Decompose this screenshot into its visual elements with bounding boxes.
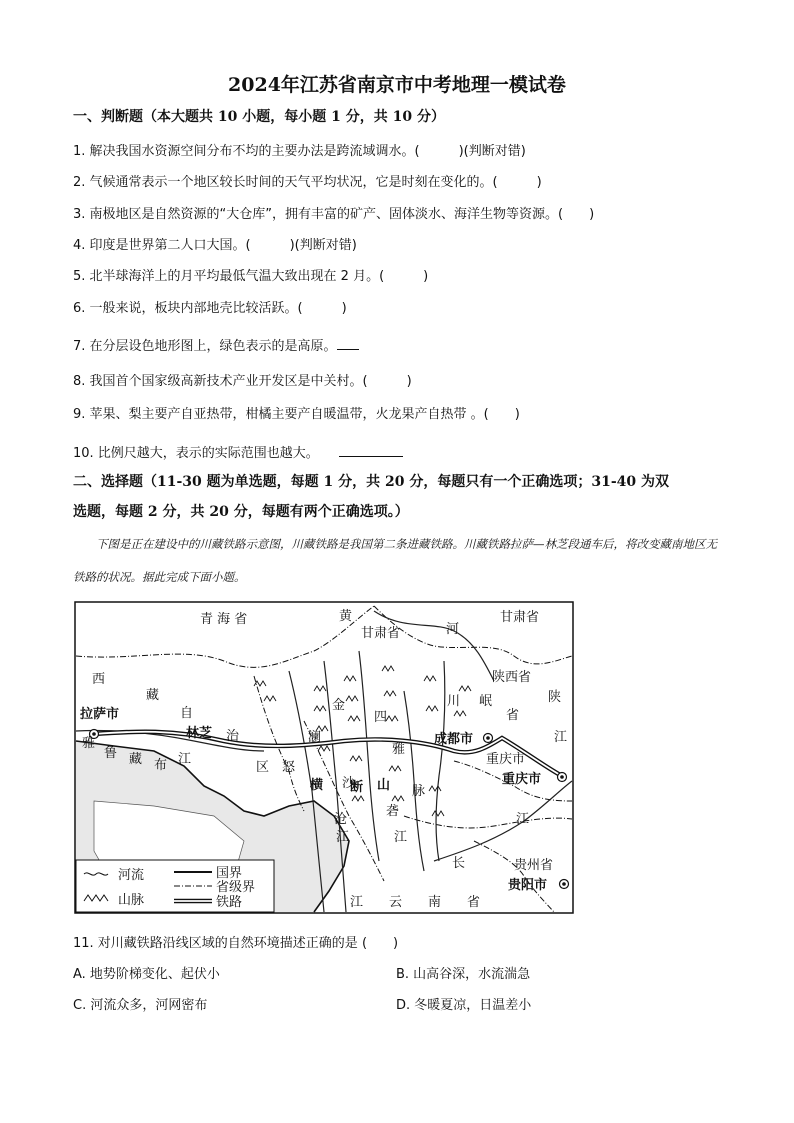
map-label-zang2: 藏: [129, 752, 143, 767]
option-c[interactable]: C. 河流众多，河网密布: [73, 998, 208, 1013]
map-label-xi: 西: [92, 672, 106, 687]
map-label-qu: 区: [256, 760, 270, 775]
map-label-zhang: 长: [452, 856, 466, 871]
map-intro-text: 下图是正在建设中的川藏铁路示意图，川藏铁路是我国第二条进藏铁路。川藏铁路拉萨—林芝段通车后，将改变藏南地区无铁路的状况。据此完成下面小题。: [73, 537, 717, 584]
map-label-he: 河: [446, 622, 460, 637]
question-1: 1. 解决我国水资源空间分布不均的主要办法是跨流域调水。( )(判断对错): [73, 144, 526, 159]
map-label-jiang-5: 江: [336, 830, 350, 845]
map-label-lu: 鲁: [104, 746, 118, 761]
map-label-qinghai: 青 海 省: [200, 612, 248, 627]
map-label-chongqing-2: 重庆市: [502, 772, 542, 787]
legend-railway: 铁路: [216, 895, 243, 910]
question-10: 10. 比例尺越大，表示的实际范围也越大。: [73, 446, 319, 461]
question-10-row: [73, 442, 403, 461]
map-label-zhi: 治: [226, 729, 240, 744]
map-label-cang: 沧: [334, 812, 348, 827]
map-legend: [76, 860, 274, 912]
legend-river: 河流: [118, 868, 145, 883]
question-5: 5. 北半球海洋上的月平均最低气温大致出现在 2 月。( ): [73, 269, 429, 284]
question-4: 4. 印度是世界第二人口大国。( )(判断对错): [73, 238, 357, 253]
map-label-gansu-2: 甘肃省: [500, 610, 540, 625]
map-label-long: 砻: [386, 804, 400, 819]
question-6: 6. 一般来说，板块内部地壳比较活跃。( ): [73, 301, 347, 316]
map-label-chengdu: 成都市: [434, 732, 474, 747]
legend-mountain: 山脉: [118, 893, 145, 908]
map-label-guiyang: 贵阳市: [508, 878, 548, 893]
legend-provincial: 省级界: [216, 880, 256, 895]
map-label-linzhi: 林芝: [186, 726, 213, 741]
map-label-jiang-4: 江: [394, 830, 408, 845]
map-label-shaan: 陕: [548, 690, 562, 705]
section2-heading-line1: 二、选择题（11-30 题为单选题，每题 1 分，共 20 分，每题只有一个正确选项；31-40 为双: [73, 474, 670, 490]
map-label-chongqing-1: 重庆市: [486, 752, 526, 767]
option-d[interactable]: D. 冬暖夏凉，日温差小: [396, 998, 532, 1013]
question-11-stem: 11. 对川藏铁路沿线区域的自然环境描述正确的是 ( ): [73, 936, 399, 951]
map-label-lasa: 拉萨市: [80, 707, 120, 722]
map-label-sha: 沙: [342, 776, 356, 791]
map-label-ya: 雅: [82, 736, 96, 751]
sichuan-tibet-railway-map: [74, 601, 574, 914]
map-label-duan: 断: [350, 780, 364, 795]
map-label-zi: 自: [180, 706, 194, 721]
map-label-jin: 金: [332, 698, 346, 713]
map-label-huang: 黄: [339, 609, 353, 624]
map-label-min: 岷: [479, 694, 493, 709]
section2-heading-line2: 选题，每题 2 分，共 20 分，每题有两个正确选项。）: [73, 504, 409, 520]
answer-blank: [337, 349, 359, 350]
map-label-si: 四: [374, 710, 388, 725]
map-label-jiang-2: 江: [554, 730, 568, 745]
question-7-row: [73, 335, 359, 354]
option-a[interactable]: A. 地势阶梯变化、起伏小: [73, 967, 220, 982]
map-label-shaanxi: 陕西省: [492, 670, 532, 685]
map-label-heng: 横: [310, 778, 324, 793]
map-label-lan: 澜: [308, 730, 322, 745]
map-label-guizhou: 贵州省: [514, 858, 554, 873]
answer-blank: [339, 456, 403, 457]
map-label-jiang-3: 江: [516, 812, 530, 827]
section1-heading: 一、判断题（本大题共 10 小题，每小题 1 分，共 10 分）: [73, 109, 445, 125]
map-label-yunnan: 江 云 南 省: [350, 895, 481, 910]
map-label-sheng: 省: [506, 708, 520, 723]
legend-border: 国界: [216, 866, 243, 881]
map-label-gansu-1: 甘肃省: [361, 626, 401, 641]
map-label-chuan: 川: [447, 694, 461, 709]
question-3: 3. 南极地区是自然资源的“大仓库”，拥有丰富的矿产、固体淡水、海洋生物等资源。( ): [73, 207, 595, 222]
map-label-shan: 山: [377, 778, 391, 793]
map-label-ya2: 雅: [392, 742, 406, 757]
question-8: 8. 我国首个国家级高新技术产业开发区是中关村。( ): [73, 374, 412, 389]
map-label-zang: 藏: [146, 688, 160, 703]
question-2: 2. 气候通常表示一个地区较长时间的天气平均状况，它是时刻在变化的。( ): [73, 175, 542, 190]
map-label-jiang-1: 江: [178, 752, 192, 767]
map-label-mai: 脉: [412, 784, 426, 799]
page-title: 2024年江苏省南京市中考地理一模试卷: [228, 74, 566, 96]
map-label-bu: 布: [154, 758, 168, 773]
option-b[interactable]: B. 山高谷深，水流湍急: [396, 967, 531, 982]
question-9: 9. 苹果、梨主要产自亚热带，柑橘主要产自暖温带，火龙果产自热带 。( ): [73, 407, 520, 422]
question-7: 7. 在分层设色地形图上，绿色表示的是高原。: [73, 339, 337, 354]
map-label-nu: 怒: [282, 760, 296, 775]
